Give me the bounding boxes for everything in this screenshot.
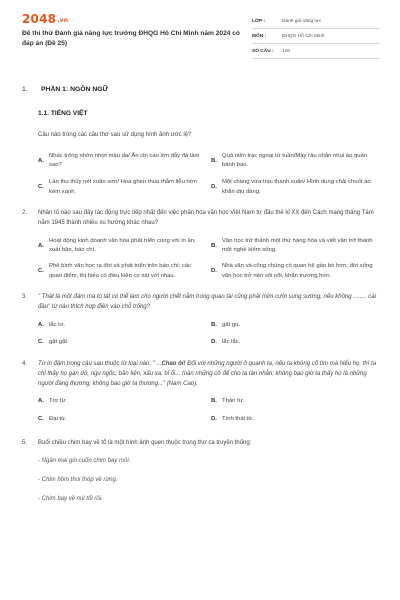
question-4: 4. Từ in đậm trong câu sau thuộc từ loại nào: " ...Chao ôi! Đối với những người ở quanh ta, nếu ta không cố tìm mà hiểu họ, thì ta chỉ thấy họ gàn dở, ngu ngốc, bần tiện, xấu xa, bỉ ổi... toàn những cớ để cho ta tàn nhẫn; không bao giờ ta thấy họ là những người đáng thương; không bao giờ ta thương..." (Nam Cao). (22, 360, 382, 389)
site-logo[interactable]: 2048.vn (22, 12, 69, 26)
option-b[interactable]: B. gật gù. (211, 321, 241, 328)
option-b[interactable]: B. Văn học trở thành một thứ hàng hóa và viết văn trở thành một nghề kiếm sống. (211, 237, 373, 254)
verse-line: - Ngàn mai gió cuốn chim bay mỏi. (38, 458, 131, 465)
option-c[interactable]: C. Làn thu thủy nét xuân sơn/ Hoa ghen thua thắm liễu hờn kém xanh. (38, 178, 197, 195)
option-a[interactable]: A. Nhác trông nhờn nhợt màu da/ Ăn chi cao lớn đẫy đà làm sao? (38, 152, 200, 169)
option-d[interactable]: D. lắc lắc. (211, 339, 241, 346)
question-1 (22, 131, 382, 141)
meta-value: Đánh giá năng lực (282, 18, 322, 24)
verse-line: - Chim bay về núi tối rồi. (38, 496, 103, 503)
option-b[interactable]: B. Quả niên trạc ngoại tứ tuần/Mày râu nhẵn nhụi áo quần bảnh bao. (211, 152, 368, 169)
meta-row-class (252, 14, 380, 29)
option-d[interactable]: D. Nhà văn và công chúng có quan hệ gần bó hơn; đời sống văn học trở nên sôi nổi, khẩn trương hơn. (211, 262, 373, 279)
options-1 (38, 152, 382, 197)
section-heading: 1. PHẦN 1: NGÔN NGỮ (22, 86, 109, 93)
meta-value: 120 (282, 48, 291, 54)
options-2 (38, 237, 382, 281)
meta-row-subject (252, 29, 380, 44)
meta-key: MÔN : (252, 33, 267, 39)
option-b[interactable]: B. Thán từ. (211, 398, 245, 405)
question-text: Nhân tố nào sau đây tác động trực tiếp nhất đến việc phân hóa văn học Việt Nam từ đầu thế kỉ XX đến Cách mạng tháng Tám năm 1945 thành nhiều xu hướng khác nhau? (38, 210, 374, 226)
question-text: Câu nào trong các câu thơ sau sử dụng hình ảnh ước lệ? (38, 132, 192, 138)
subsection-heading: 1.1. TIẾNG VIỆT (38, 110, 88, 117)
option-d[interactable]: D. Tình thái từ. (211, 415, 254, 422)
question-2: 2. Nhân tố nào sau đây tác động trực tiếp nhất đến việc phân hóa văn học Việt Nam từ đầu thế kỉ XX đến Cách mạng tháng Tám năm 1945 thành nhiều xu hướng khác nhau? (22, 209, 382, 229)
options-3 (38, 321, 382, 348)
question-text: " Thật là một đám ma to tát có thể làm cho người chết nằm trong quan tài cũng phải mỉm cười sung sướng, nếu không ........ cái đầu" từ nào thích hợp điền vào chỗ trống? (38, 294, 376, 310)
question-text: Từ in đậm trong câu sau thuộc từ loại nào: " ...Chao ôi! Đối với những người ở quanh ta, nếu ta không cố tìm mà hiểu họ, thì ta chỉ thấy họ gàn dở, ngu ngốc, bần tiện, xấu xa, bỉ ổi... toàn những cớ để cho ta tàn nhẫn; không bao giờ ta thấy họ là những người đáng thương; không bao giờ ta thương..." (Nam Cao). (38, 360, 377, 387)
meta-row-count (252, 44, 380, 59)
option-d[interactable]: D. Một chàng vừa trạc thanh xuân/ Hình dung chải chuốt áo khăn dịu dàng. (211, 178, 371, 195)
highlighted-word: Chao ôi! (161, 360, 186, 367)
question-text: Buổi chiều chim bay về tổ là một hình ảnh quen thuộc trong thơ ca truyền thống: (38, 439, 252, 446)
option-a[interactable]: A. Trợ từ. (38, 398, 68, 405)
option-c[interactable]: C. Đại từ. (38, 415, 67, 422)
question-3: 3. " Thật là một đám ma to tát có thể làm cho người chết nằm trong quan tài cũng phải mỉm cười sung sướng, nếu không ........ cái đầu" từ nào thích hợp điền vào chỗ trống? (22, 293, 382, 313)
meta-value: ĐHQG Hồ Chí Minh (282, 33, 325, 39)
question-5: 5. Buổi chiều chim bay về tổ là một hình ảnh quen thuộc trong thơ ca truyền thống: (22, 439, 382, 449)
option-a[interactable]: A. Hoạt động kinh doanh văn hóa phát triển cùng với in ấn, xuất bản, báo chí. (38, 237, 196, 254)
page-header (0, 0, 400, 62)
option-a[interactable]: A. lắc lư. (38, 321, 66, 328)
meta-table (252, 14, 380, 59)
document-title: Đề thi thử Đánh giá năng lực trường ĐHQG Hồ Chí Minh năm 2024 có đáp án (Đề 25) (22, 30, 240, 47)
option-c[interactable]: C. gật gật. (38, 339, 69, 346)
meta-key: LỚP : (252, 18, 266, 24)
option-c[interactable]: C. Phê bình văn học ra đời và phát triển trên báo chí; các quan điểm, thị hiếu có điều kiện cọ xát với nhau. (38, 262, 192, 279)
verse-line: - Chim hôm thoi thóp về rừng. (38, 477, 118, 484)
meta-key: SỐ CÂU : (252, 48, 274, 54)
exam-content (22, 86, 382, 504)
options-4 (38, 397, 382, 424)
